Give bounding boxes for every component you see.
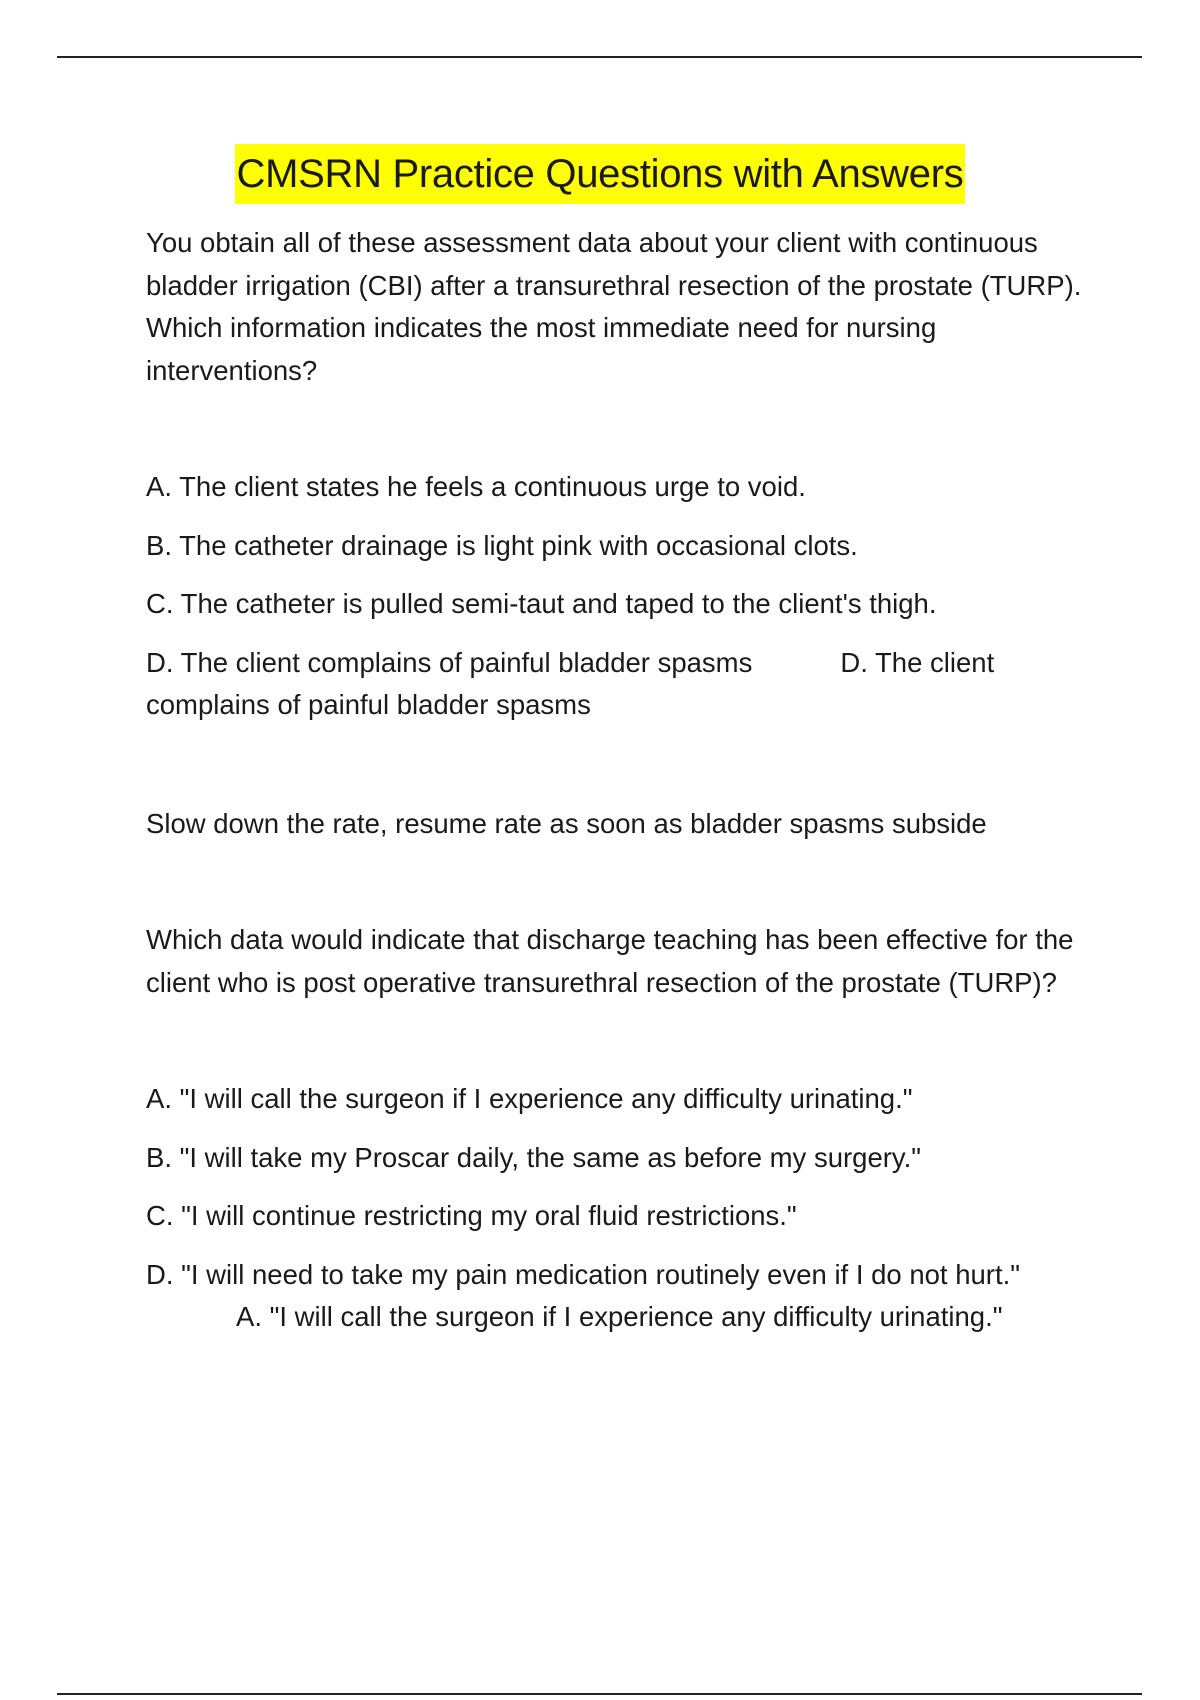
- question-1-option-d: D. The client complains of painful bladder spasms: [146, 646, 753, 678]
- question-2-option-a: A. "I will call the surgeon if I experience any difficulty urinating.": [146, 1083, 913, 1114]
- question-1-prompt: You obtain all of these assessment data about your client with continuous bladder irrigation (CBI) after a transurethral resection of the prostate (TURP). Which information indicates the most immediate need for nursing interventions?: [146, 227, 1082, 386]
- question-1-option-b: B. The catheter drainage is light pink with occasional clots.: [146, 529, 858, 561]
- question-1-answer: D. The client complains of painful bladder spasms: [146, 646, 995, 720]
- title-block: [0, 144, 1200, 204]
- question-1-option-c: C. The catheter is pulled semi-taut and taped to the client's thigh.: [146, 588, 937, 619]
- question-2-option-c: C. "I will continue restricting my oral fluid restrictions.": [146, 1200, 797, 1231]
- question-1-rationale: Slow down the rate, resume rate as soon as bladder spasms subside: [146, 807, 987, 839]
- question-2-prompt: Which data would indicate that discharge teaching has been effective for the client who is post operative transurethral resection of the prostate (TURP)?: [146, 924, 1074, 998]
- document-body: [146, 222, 1106, 1339]
- question-2-option-d: D. "I will need to take my pain medication routinely even if I do not hurt.": [146, 1258, 1020, 1290]
- question-2-option-b: B. "I will take my Proscar daily, the same as before my surgery.": [146, 1141, 922, 1173]
- document-title: CMSRN Practice Questions with Answers: [235, 144, 966, 204]
- question-2-answer: A. "I will call the surgeon if I experience any difficulty urinating.": [236, 1301, 1003, 1332]
- question-1-option-d-with-answer: [146, 642, 1106, 727]
- header-rule: [57, 56, 1142, 58]
- question-1-option-a: A. The client states he feels a continuous urge to void.: [146, 471, 806, 502]
- question-2-option-d-with-answer: [146, 1254, 1106, 1339]
- footer-rule: [57, 1693, 1142, 1695]
